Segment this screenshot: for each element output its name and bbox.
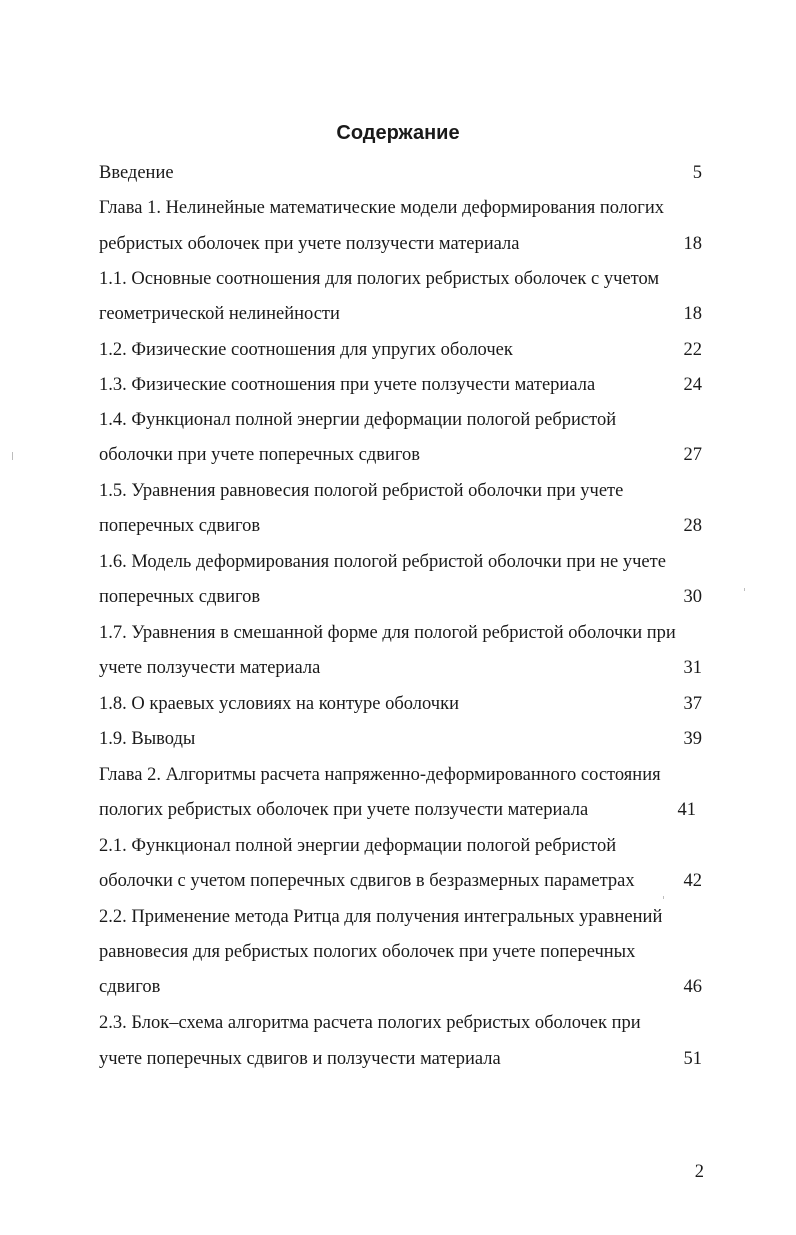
toc-entry-page: 18 — [683, 234, 702, 254]
toc-entry-title-continued: геометрической нелинейности — [99, 304, 340, 324]
toc-entry-page: 31 — [683, 658, 702, 678]
scan-speck — [663, 896, 664, 899]
toc-entry-title-continued: учете поперечных сдвигов и ползучести материала — [99, 1049, 501, 1069]
toc-entry-title-continued: поперечных сдвигов — [99, 587, 261, 607]
toc-entry-title-continued: оболочки с учетом поперечных сдвигов в безразмерных параметрах — [99, 871, 635, 891]
toc-entry-title: 2.3. Блок–схема алгоритма расчета пологих ребристых оболочек при — [99, 1013, 641, 1033]
toc-entry-title: 1.3. Физические соотношения при учете ползучести материала — [99, 375, 596, 395]
toc-entry-title: Введение — [99, 163, 174, 183]
toc-entry-title: 1.7. Уравнения в смешанной форме для пологой ребристой оболочки при — [99, 623, 676, 643]
toc-entry-title: 1.8. О краевых условиях на контуре оболочки — [99, 694, 460, 714]
toc-entry-title: 1.1. Основные соотношения для пологих ребристых оболочек с учетом — [99, 269, 660, 289]
toc-entry-page: 18 — [683, 304, 702, 324]
toc-entry-title: 2.2. Применение метода Ритца для получения интегральных уравнений — [99, 907, 663, 927]
toc-entry-title: 1.5. Уравнения равновесия пологой ребристой оболочки при учете — [99, 481, 624, 501]
toc-entry-title-continued: пологих ребристых оболочек при учете ползучести материала — [99, 800, 589, 820]
toc-entry-title: 1.6. Модель деформирования пологой ребристой оболочки при не учете — [99, 552, 666, 572]
toc-entry-title-continued: ребристых оболочек при учете ползучести материала — [99, 234, 520, 254]
toc-entry-title: 2.1. Функционал полной энергии деформации пологой ребристой — [99, 836, 617, 856]
toc-entry-page: 51 — [683, 1049, 702, 1069]
toc-entry-page: 22 — [683, 340, 702, 360]
page-number: 2 — [694, 1162, 704, 1182]
page-title: Содержание — [336, 122, 460, 144]
scan-speck — [744, 588, 745, 591]
toc-entry-title: Глава 2. Алгоритмы расчета напряженно-деформированного состояния — [99, 765, 661, 785]
toc-entry-page: 30 — [683, 587, 702, 607]
toc-entry-page: 37 — [683, 694, 702, 714]
toc-entry-page: 42 — [683, 871, 702, 891]
toc-entry-page: 5 — [692, 163, 702, 183]
toc-entry-title: 1.4. Функционал полной энергии деформации пологой ребристой — [99, 410, 617, 430]
toc-entry-title-continued: сдвигов — [99, 977, 161, 997]
toc-entry-page: 46 — [683, 977, 702, 997]
toc-entry-title-continued: равновесия для ребристых пологих оболочек при учете поперечных — [99, 942, 636, 962]
toc-entry-page: 28 — [683, 516, 702, 536]
toc-entry-page: 39 — [683, 729, 702, 749]
toc-entry-title-continued: оболочки при учете поперечных сдвигов — [99, 445, 420, 465]
toc-entry-page: 41 — [677, 800, 696, 820]
scan-speck — [12, 452, 13, 460]
toc-entry-title-continued: учете ползучести материала — [99, 658, 321, 678]
toc-entry-page: 24 — [683, 375, 702, 395]
toc-entry-title: 1.2. Физические соотношения для упругих оболочек — [99, 340, 513, 360]
toc-entry-title: 1.9. Выводы — [99, 729, 196, 749]
toc-entry-page: 27 — [683, 445, 702, 465]
toc-entry-title-continued: поперечных сдвигов — [99, 516, 261, 536]
toc-entry-title: Глава 1. Нелинейные математические модели деформирования пологих — [99, 198, 665, 218]
